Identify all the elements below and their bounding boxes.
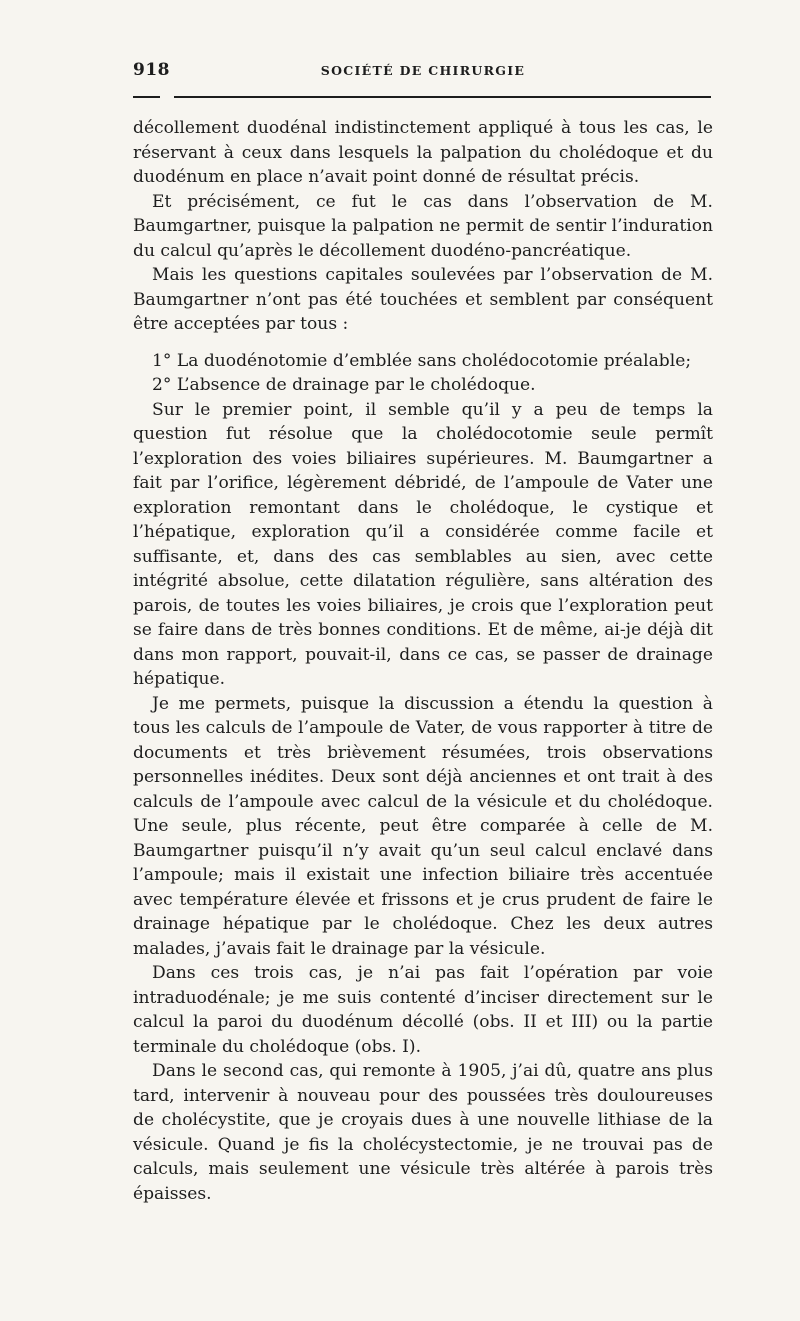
paragraph: Et précisément, ce fut le cas dans l’observation de M. Baumgartner, puisque la palpation ne permit de sentir l’induration du calcul qu’après le décollement duodéno-pancréatique. <box>133 191 713 261</box>
list-item: 1° La duodénotomie d’emblée sans cholédocotomie préalable; <box>152 350 692 371</box>
paragraph: décollement duodénal indistinctement appliqué à tous les cas, le réservant à ceux dans lesquels la palpation du cholédoque et du duodénum en place n’avait point donné de résultat précis. <box>133 118 713 187</box>
body-text <box>133 116 713 1206</box>
header-rule <box>133 96 711 98</box>
page-number: 918 <box>133 60 170 80</box>
document-page <box>133 58 713 1204</box>
spacer <box>133 337 713 349</box>
paragraph: Sur le premier point, il semble qu’il y a peu de temps la question fut résolue que la cholédocotomie seule permît l’exploration des voies biliaires supérieures. M. Baumgartner a fait par l’orifice, légèrement débridé, de l’ampoule de Vater une exploration remontant dans le cholédoque, le cystique et l’hépatique, exploration qu’il a considérée comme facile et suffisante, et, dans des cas semblables au sien, avec cette intégrité absolue, cette dilatation régulière, sans altération des parois, de toutes les voies biliaires, je crois que l’exploration peut se faire dans de très bonnes conditions. Et de même, ai-je déjà dit dans mon rapport, pouvait-il, dans ce cas, se passer de drainage hépatique. <box>133 399 713 689</box>
list-item: 2° L’absence de drainage par le cholédoque. <box>152 375 536 395</box>
running-title: SOCIÉTÉ DE CHIRURGIE <box>320 63 526 78</box>
paragraph: Mais les questions capitales soulevées par l’observation de M. Baumgartner n’ont pas été touchées et semblent par conséquent être acceptées par tous : <box>133 265 713 334</box>
paragraph: Je me permets, puisque la discussion a étendu la question à tous les calculs de l’ampoule de Vater, de vous rapporter à titre de documents et très brièvement résumées, trois observations personnelles inédites. Deux sont déjà anciennes et ont trait à des calculs de l’ampoule avec calcul de la vésicule et du cholédoque. Une seule, plus récente, peut être comparée à celle de M. Baumgartner puisqu’il n’y avait qu’un seul calcul enclavé dans l’ampoule; mais il existait une infection biliaire très accentuée avec température élevée et frissons et je crus prudent de faire le drainage hépatique par le cholédoque. Chez les deux autres malades, j’avais fait le drainage par la vésicule. <box>133 693 713 959</box>
paragraph: Dans ces trois cas, je n’ai pas fait l’opération par voie intraduodénale; je me suis contenté d’inciser directement sur le calcul la paroi du duodénum décollé (obs. II et III) ou la partie terminale du cholédoque (obs. I). <box>133 963 713 1057</box>
paragraph: Dans le second cas, qui remonte à 1905, j’ai dû, quatre ans plus tard, intervenir à nouveau pour des poussées très douloureuses de cholécystite, que je croyais dues à une nouvelle lithiase de la vésicule. Quand je fis la cholécystectomie, je ne trouvai pas de calculs, mais seulement une vésicule très altérée à parois très épaisses. <box>133 1061 713 1204</box>
page-header <box>133 58 713 88</box>
